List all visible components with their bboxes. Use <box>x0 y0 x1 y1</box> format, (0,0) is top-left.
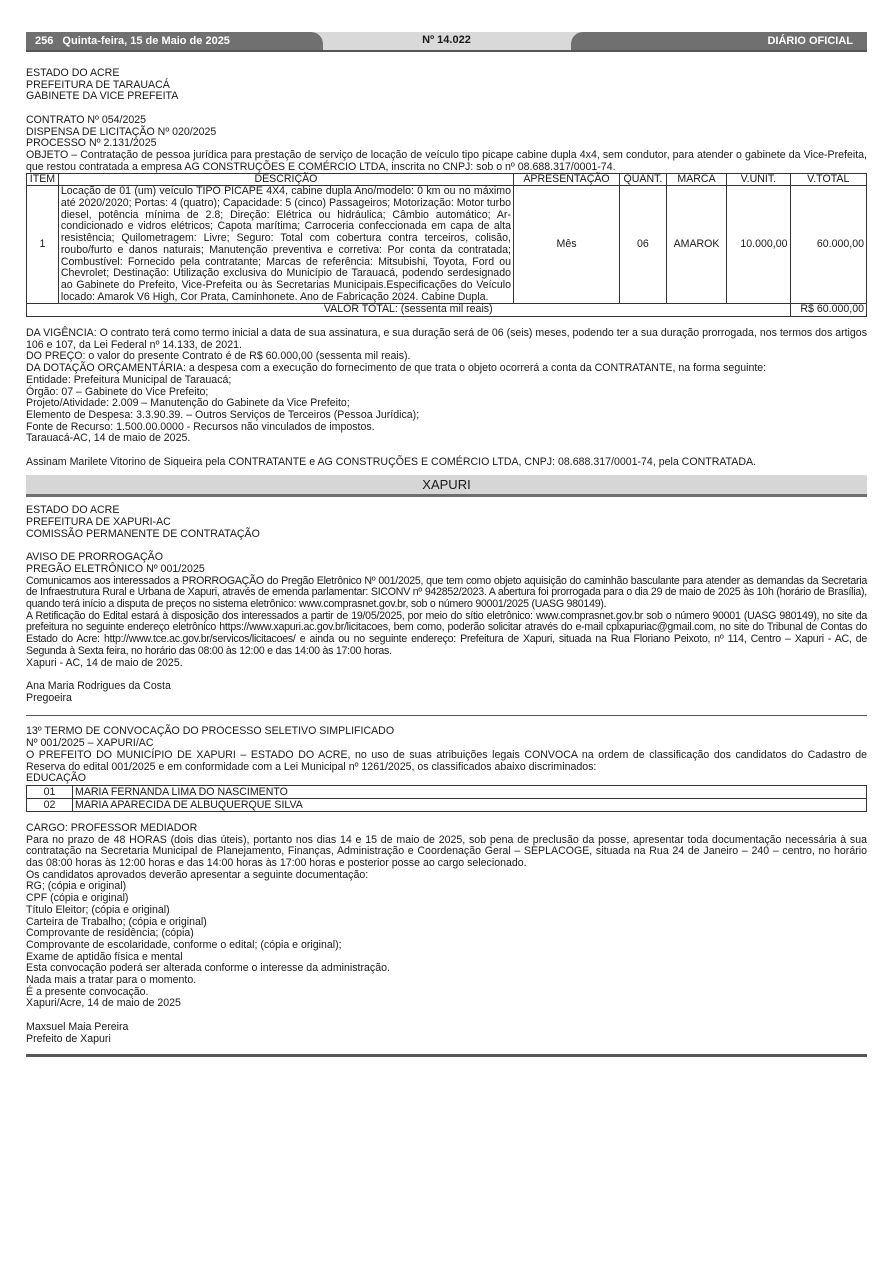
convocacao-title: 13º TERMO DE CONVOCAÇÃO DO PROCESSO SELETIVO SIMPLIFICADO <box>26 725 395 738</box>
table-row <box>27 186 867 304</box>
table-row <box>27 785 867 798</box>
page-header <box>26 32 867 50</box>
column-header: QUANT. <box>620 174 667 186</box>
column-header: APRESENTAÇÃO <box>513 174 619 186</box>
column-header: V.UNIT. <box>727 174 790 186</box>
clause-preco: DO PREÇO: o valor do presente Contrato é de R$ 60.000,00 (sessenta mil reais). <box>26 350 411 363</box>
candidates-table <box>26 785 867 812</box>
brand-cell: AMAROK <box>666 186 726 304</box>
total-value-cell: 60.000,00 <box>790 186 867 304</box>
column-header: ITEM <box>27 174 59 186</box>
item-cell: 1 <box>27 186 59 304</box>
column-header: DESCRIÇÃO <box>58 174 513 186</box>
process-number: PROCESSO Nº 2.131/2025 <box>26 137 157 150</box>
clause-elemento: Elemento de Despesa: 3.3.90.39. – Outros Serviços de Terceiros (Pessoa Jurídica); <box>26 408 420 421</box>
table-row <box>27 798 867 811</box>
unit-value-cell: 10.000,00 <box>727 186 790 304</box>
doc-line: Os candidatos aprovados deverão apresentar a seguinte documentação: <box>26 868 369 881</box>
doc-line: Título Eleitor; (cópia e original) <box>26 903 170 916</box>
convocacao-number: Nº 001/2025 – XAPURI/AC <box>26 737 154 750</box>
description-cell: Locação de 01 (um) veículo TIPO PICAPE 4X4, cabine dupla Ano/modelo: 0 km ou no máximo até 2020/2020; Portas: 4 (quatro); Capacidade: 5 (cinco) Passageiros; Motorização: Motor turbo diesel, potência mínima de 2.8; Direção: Elétrica ou hidráulica; Câmbio automático; Ar-condicionado e vidros elétricos; Capota marítima; Carroceria confeccionada em capa de alta resistência; Quilometragem: Livre; Seguro: Total com cobertura contra terceiros, colisão, roubo/furto e danos naturais; Manutenção preventiva e corretiva: Por conta da contratada; Combustível: Fornecido pela contratante; Marcas de referência: Mitsubishi, Toyota, Ford ou Chevrolet; Destinação: Utilização exclusiva do Município de Tarauacá, podendo serdesignado ao Gabinete do Prefeito, Vice-Prefeita ou às Secretarias Municipais.Especificações do Veículo locado: Amarok V6 High, Cor Prata, Caminhonete. Ano de Fabricação 2024. Cabine Dupla. <box>58 186 513 304</box>
doc-line: Carteira de Trabalho; (cópia e original) <box>26 915 207 928</box>
table-header-row <box>27 174 867 186</box>
org-line: PREFEITURA DE TARAUACÁ <box>26 78 170 91</box>
doc-line: RG; (cópia e original) <box>26 880 127 893</box>
total-amount-cell: R$ 60.000,00 <box>790 304 867 317</box>
contract-date: Tarauacá-AC, 14 de maio de 2025. <box>26 432 191 445</box>
org-line: ESTADO DO ACRE <box>26 504 120 517</box>
xapuri-convocacao-section <box>26 726 867 1045</box>
convocacao-intro: O PREFEITO DO MUNICÍPIO DE XAPURI – ESTADO DO ACRE, no uso de suas atribuições legais CONVOCA na ordem de classificação dos candidatos do Cadastro de Reserva do edital 001/2025 e em conformidade com a Lei Municipal nº 1261/2025, os classificados abaixo discriminados: <box>26 748 867 773</box>
aviso-paragraph: Comunicamos aos interessados a PRORROGAÇÃO do Pregão Eletrônico Nº 001/2025, que tem como objeto aquisição do caminhão basculante para atender as demandas da Secretaria de Infraestrutura Rural e Urbana de Xapuri, através de emenda parlamentar: SICONV nº 942852/2023. A abertura foi prorrogada para o dia 29 de maio de 2025 às 10h (horário de Brasília), quando terá início a disputa de preços no sistema eletrônico: www.comprasnet.gov.br, sob o número 90001/2025 (UASG 980149). <box>26 574 867 611</box>
signer-name: Ana Maria Rodrigues da Costa <box>26 679 171 692</box>
contract-number: CONTRATO Nº 054/2025 <box>26 113 147 126</box>
section-title-xapuri: XAPURI <box>26 475 867 497</box>
prazo-paragraph: Para no prazo de 48 HORAS (dois dias úteis), portanto nos dias 14 e 15 de maio de 2025, sob pena de preclusão da posse, apresentar toda documentação necessária à sua contratação na Secretaria Municipal de Planejamento, Finanças, Administração e Coordenação Geral – SEPLACOGE, situada na Rua 24 de Janeiro – 240 – centro, no horário das 08:00 horas às 12:00 horas e das 14:00 horas às 17:00 horas e posterior posse ao cargo selecionado. <box>26 833 867 870</box>
clause-projeto: Projeto/Atividade: 2.009 – Manutenção do Gabinete da Vice Prefeito; <box>26 397 350 410</box>
page-end-rule <box>26 1054 867 1057</box>
pregao-number: PREGÃO ELETRÔNICO Nº 001/2025 <box>26 562 205 575</box>
signer-role: Prefeito de Xapuri <box>26 1032 111 1045</box>
org-line: PREFEITURA DE XAPURI-AC <box>26 516 171 529</box>
publication-name: DIÁRIO OFICIAL <box>571 32 867 50</box>
column-header: V.TOTAL <box>790 174 867 186</box>
signer-name: Maxsuel Maia Pereira <box>26 1020 129 1033</box>
doc-line: CPF (cópia e original) <box>26 892 129 905</box>
convocacao-area: EDUCAÇÃO <box>26 772 87 785</box>
tarauaca-contract-section <box>26 68 867 468</box>
xapuri-aviso-section <box>26 505 867 704</box>
aviso-paragraph: A Retificação do Edital estará à disposição dos interessados a partir de 19/05/2025, por meio do sítio eletrônico: www.comprasnet.gov.br sob o número 90001 (UASG 980149), no site da prefeitura no seguinte endereço eletrônico https://www.xapuri.ac.gov.br/licitacoes, bem como, poderão solicitar através do e-mail cplxapuriac@gmail.com, no site do Tribunal de Contas do Estado do Acre: http://www.tce.ac.gov.br/servicos/licitacoes/ e ainda ou no seguinte endereço: Prefeitura de Xapuri, situada na Rua Floriano Peixoto, nº 114, Centro – Xapuri - AC, de Segunda à Sexta feira, no horário das 08:00 às 12:00 e das 14:00 às 17:00 horas. <box>26 609 867 657</box>
clause-fonte: Fonte de Recurso: 1.500.00.0000 - Recursos não vinculados de impostos. <box>26 420 375 433</box>
clause-vigencia: DA VIGÊNCIA: O contrato terá como termo inicial a data de sua assinatura, e sua duração será de 06 (seis) meses, podendo ter a sua duração prorrogada, nos termos dos artigos 106 e 107, da Lei Federal nº 14.133, de 2021. <box>26 327 867 351</box>
doc-line: Esta convocação poderá ser alterada conforme o interesse da administração. <box>26 962 390 975</box>
cargo-line: CARGO: PROFESSOR MEDIADOR <box>26 821 198 834</box>
org-line: COMISSÃO PERMANENTE DE CONTRATAÇÃO <box>26 527 260 540</box>
candidate-name: MARIA FERNANDA LIMA DO NASCIMENTO <box>73 785 867 798</box>
table-total-row <box>27 304 867 317</box>
aviso-date: Xapuri - AC, 14 de maio de 2025. <box>26 656 183 669</box>
dispensa-number: DISPENSA DE LICITAÇÃO Nº 020/2025 <box>26 125 217 138</box>
candidate-number: 01 <box>27 785 73 798</box>
candidate-number: 02 <box>27 798 73 811</box>
doc-line: Comprovante de residência; (cópia) <box>26 927 194 940</box>
issue-number: Nº 14.022 <box>422 34 471 46</box>
header-date: Quinta-feira, 15 de Maio de 2025 <box>62 35 230 47</box>
section-divider <box>26 715 867 716</box>
doc-line: Exame de aptidão física e mental <box>26 950 183 963</box>
candidate-name: MARIA APARECIDA DE ALBUQUERQUE SILVA <box>73 798 867 811</box>
aviso-title: AVISO DE PRORROGAÇÃO <box>26 551 163 564</box>
contract-signature: Assinam Marilete Vitorino de Siqueira pela CONTRATANTE e AG CONSTRUÇÕES E COMÉRCIO LTDA, CNPJ: 08.688.317/0001-74, pela CONTRATADA. <box>26 455 757 468</box>
apresentacao-cell: Mês <box>513 186 619 304</box>
contract-items-table <box>26 173 867 317</box>
clause-orgao: Órgão: 07 – Gabinete do Vice Prefeito; <box>26 385 209 398</box>
column-header: MARCA <box>666 174 726 186</box>
convocacao-date: Xapuri/Acre, 14 de maio de 2025 <box>26 997 181 1010</box>
quantity-cell: 06 <box>620 186 667 304</box>
doc-line: Comprovante de escolaridade, conforme o edital; (cópia e original); <box>26 938 342 951</box>
clause-entidade: Entidade: Prefeitura Municipal de Tarauacá; <box>26 373 232 386</box>
page-number: 256 <box>35 35 54 47</box>
page <box>26 32 867 1057</box>
signer-role: Pregoeira <box>26 691 72 704</box>
total-label-cell: VALOR TOTAL: (sessenta mil reais) <box>27 304 791 317</box>
contract-objeto: OBJETO – Contratação de pessoa jurídica para prestação de serviço de locação de veículo tipo picape cabine dupla 4x4, sem condutor, para atender o gabinete da Vice-Prefeita, que restou contratada a empresa AG CONSTRUÇÕES E COMÉRCIO LTDA, inscrita no CNPJ: sob o nº 08.688.317/0001-74. <box>26 148 867 173</box>
clause-dotacao: DA DOTAÇÃO ORÇAMENTÁRIA: a despesa com a execução do fornecimento de que trata o objeto ocorrerá a conta da CONTRATANTE, na forma seguinte: <box>26 362 767 375</box>
org-line: ESTADO DO ACRE <box>26 67 120 79</box>
doc-line: É a presente convocação. <box>26 985 149 998</box>
org-line: GABINETE DA VICE PREFEITA <box>26 90 179 103</box>
doc-line: Nada mais a tratar para o momento. <box>26 974 197 987</box>
